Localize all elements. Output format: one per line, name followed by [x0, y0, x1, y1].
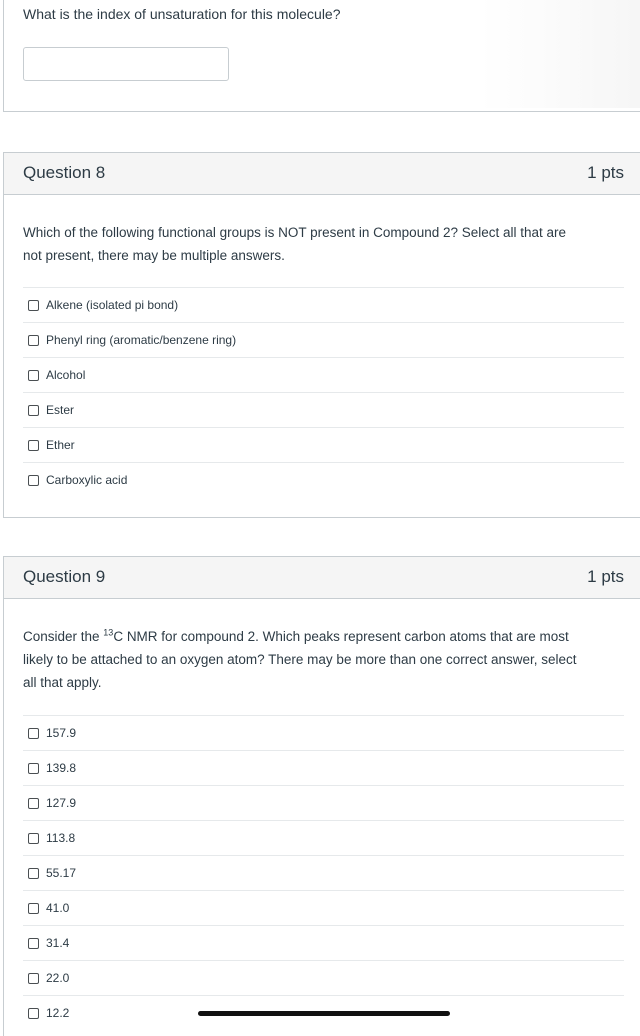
checkbox[interactable] [28, 440, 39, 451]
option-label: Ester [46, 403, 75, 417]
unsaturation-answer-input[interactable] [23, 47, 229, 81]
option-label: 139.8 [46, 761, 77, 775]
question-9-points: 1 pts [587, 567, 624, 586]
option-127-9[interactable] [23, 785, 624, 820]
question-8-card [3, 152, 640, 518]
option-label: 127.9 [46, 796, 77, 810]
option-113-8[interactable] [23, 820, 624, 855]
checkbox[interactable] [28, 405, 39, 416]
option-label: Carboxylic acid [46, 473, 128, 487]
option-157-9[interactable] [23, 715, 624, 750]
checkbox[interactable] [28, 833, 39, 844]
question-8-text [23, 221, 618, 267]
question-9-text-line-2: likely to be attached to an oxygen atom? There may be more than one correct answer, select [23, 652, 577, 667]
question-8-title: Question 8 [23, 163, 106, 182]
option-carboxylic-acid[interactable] [23, 462, 624, 497]
option-label: Alkene (isolated pi bond) [46, 298, 179, 312]
home-indicator-bar[interactable] [198, 1011, 450, 1016]
question-9-text [23, 625, 618, 694]
question-9-text-pre: Consider the [23, 629, 104, 644]
checkbox[interactable] [28, 370, 39, 381]
question-8-text-line-1: Which of the following functional groups is NOT present in Compound 2? Select all that are [23, 225, 567, 240]
question-8-text-line-2: not present, there may be multiple answers. [23, 248, 285, 263]
option-55-17[interactable] [23, 855, 624, 890]
checkbox[interactable] [28, 938, 39, 949]
question-9-text-rest: C NMR for compound 2. Which peaks represent carbon atoms that are most [113, 629, 569, 644]
option-41-0[interactable] [23, 890, 624, 925]
option-label: 31.4 [46, 936, 70, 950]
option-22-0[interactable] [23, 960, 624, 995]
question-8-header [4, 153, 640, 195]
option-139-8[interactable] [23, 750, 624, 785]
question-9-options [23, 715, 624, 1030]
checkbox[interactable] [28, 973, 39, 984]
checkbox[interactable] [28, 903, 39, 914]
question-9-header [4, 557, 640, 599]
option-alcohol[interactable] [23, 357, 624, 392]
checkbox[interactable] [28, 475, 39, 486]
previous-question-card [3, 0, 640, 112]
option-label: Alcohol [46, 368, 86, 382]
option-label: 12.2 [46, 1006, 70, 1020]
checkbox[interactable] [28, 335, 39, 346]
question-9-title: Question 9 [23, 567, 106, 586]
glare-overlay [480, 0, 640, 108]
checkbox[interactable] [28, 300, 39, 311]
question-9-text-line-1 [23, 625, 618, 648]
checkbox[interactable] [28, 868, 39, 879]
option-phenyl-ring[interactable] [23, 322, 624, 357]
checkbox[interactable] [28, 763, 39, 774]
question-8-options [23, 287, 624, 497]
isotope-superscript: 13 [103, 627, 114, 638]
option-ether[interactable] [23, 427, 624, 462]
option-label: Phenyl ring (aromatic/benzene ring) [46, 333, 237, 347]
option-ester[interactable] [23, 392, 624, 427]
checkbox[interactable] [28, 1008, 39, 1019]
option-label: Ether [46, 438, 75, 452]
option-label: 157.9 [46, 726, 77, 740]
option-label: 55.17 [46, 866, 77, 880]
option-label: 41.0 [46, 901, 70, 915]
checkbox[interactable] [28, 728, 39, 739]
previous-question-prompt: What is the index of unsaturation for this molecule? [23, 6, 341, 22]
option-alkene[interactable] [23, 287, 624, 322]
option-label: 22.0 [46, 971, 70, 985]
option-31-4[interactable] [23, 925, 624, 960]
checkbox[interactable] [28, 798, 39, 809]
question-9-card [3, 556, 640, 1036]
question-9-text-line-3: all that apply. [23, 675, 102, 690]
question-8-points: 1 pts [587, 163, 624, 182]
option-label: 113.8 [46, 831, 76, 845]
